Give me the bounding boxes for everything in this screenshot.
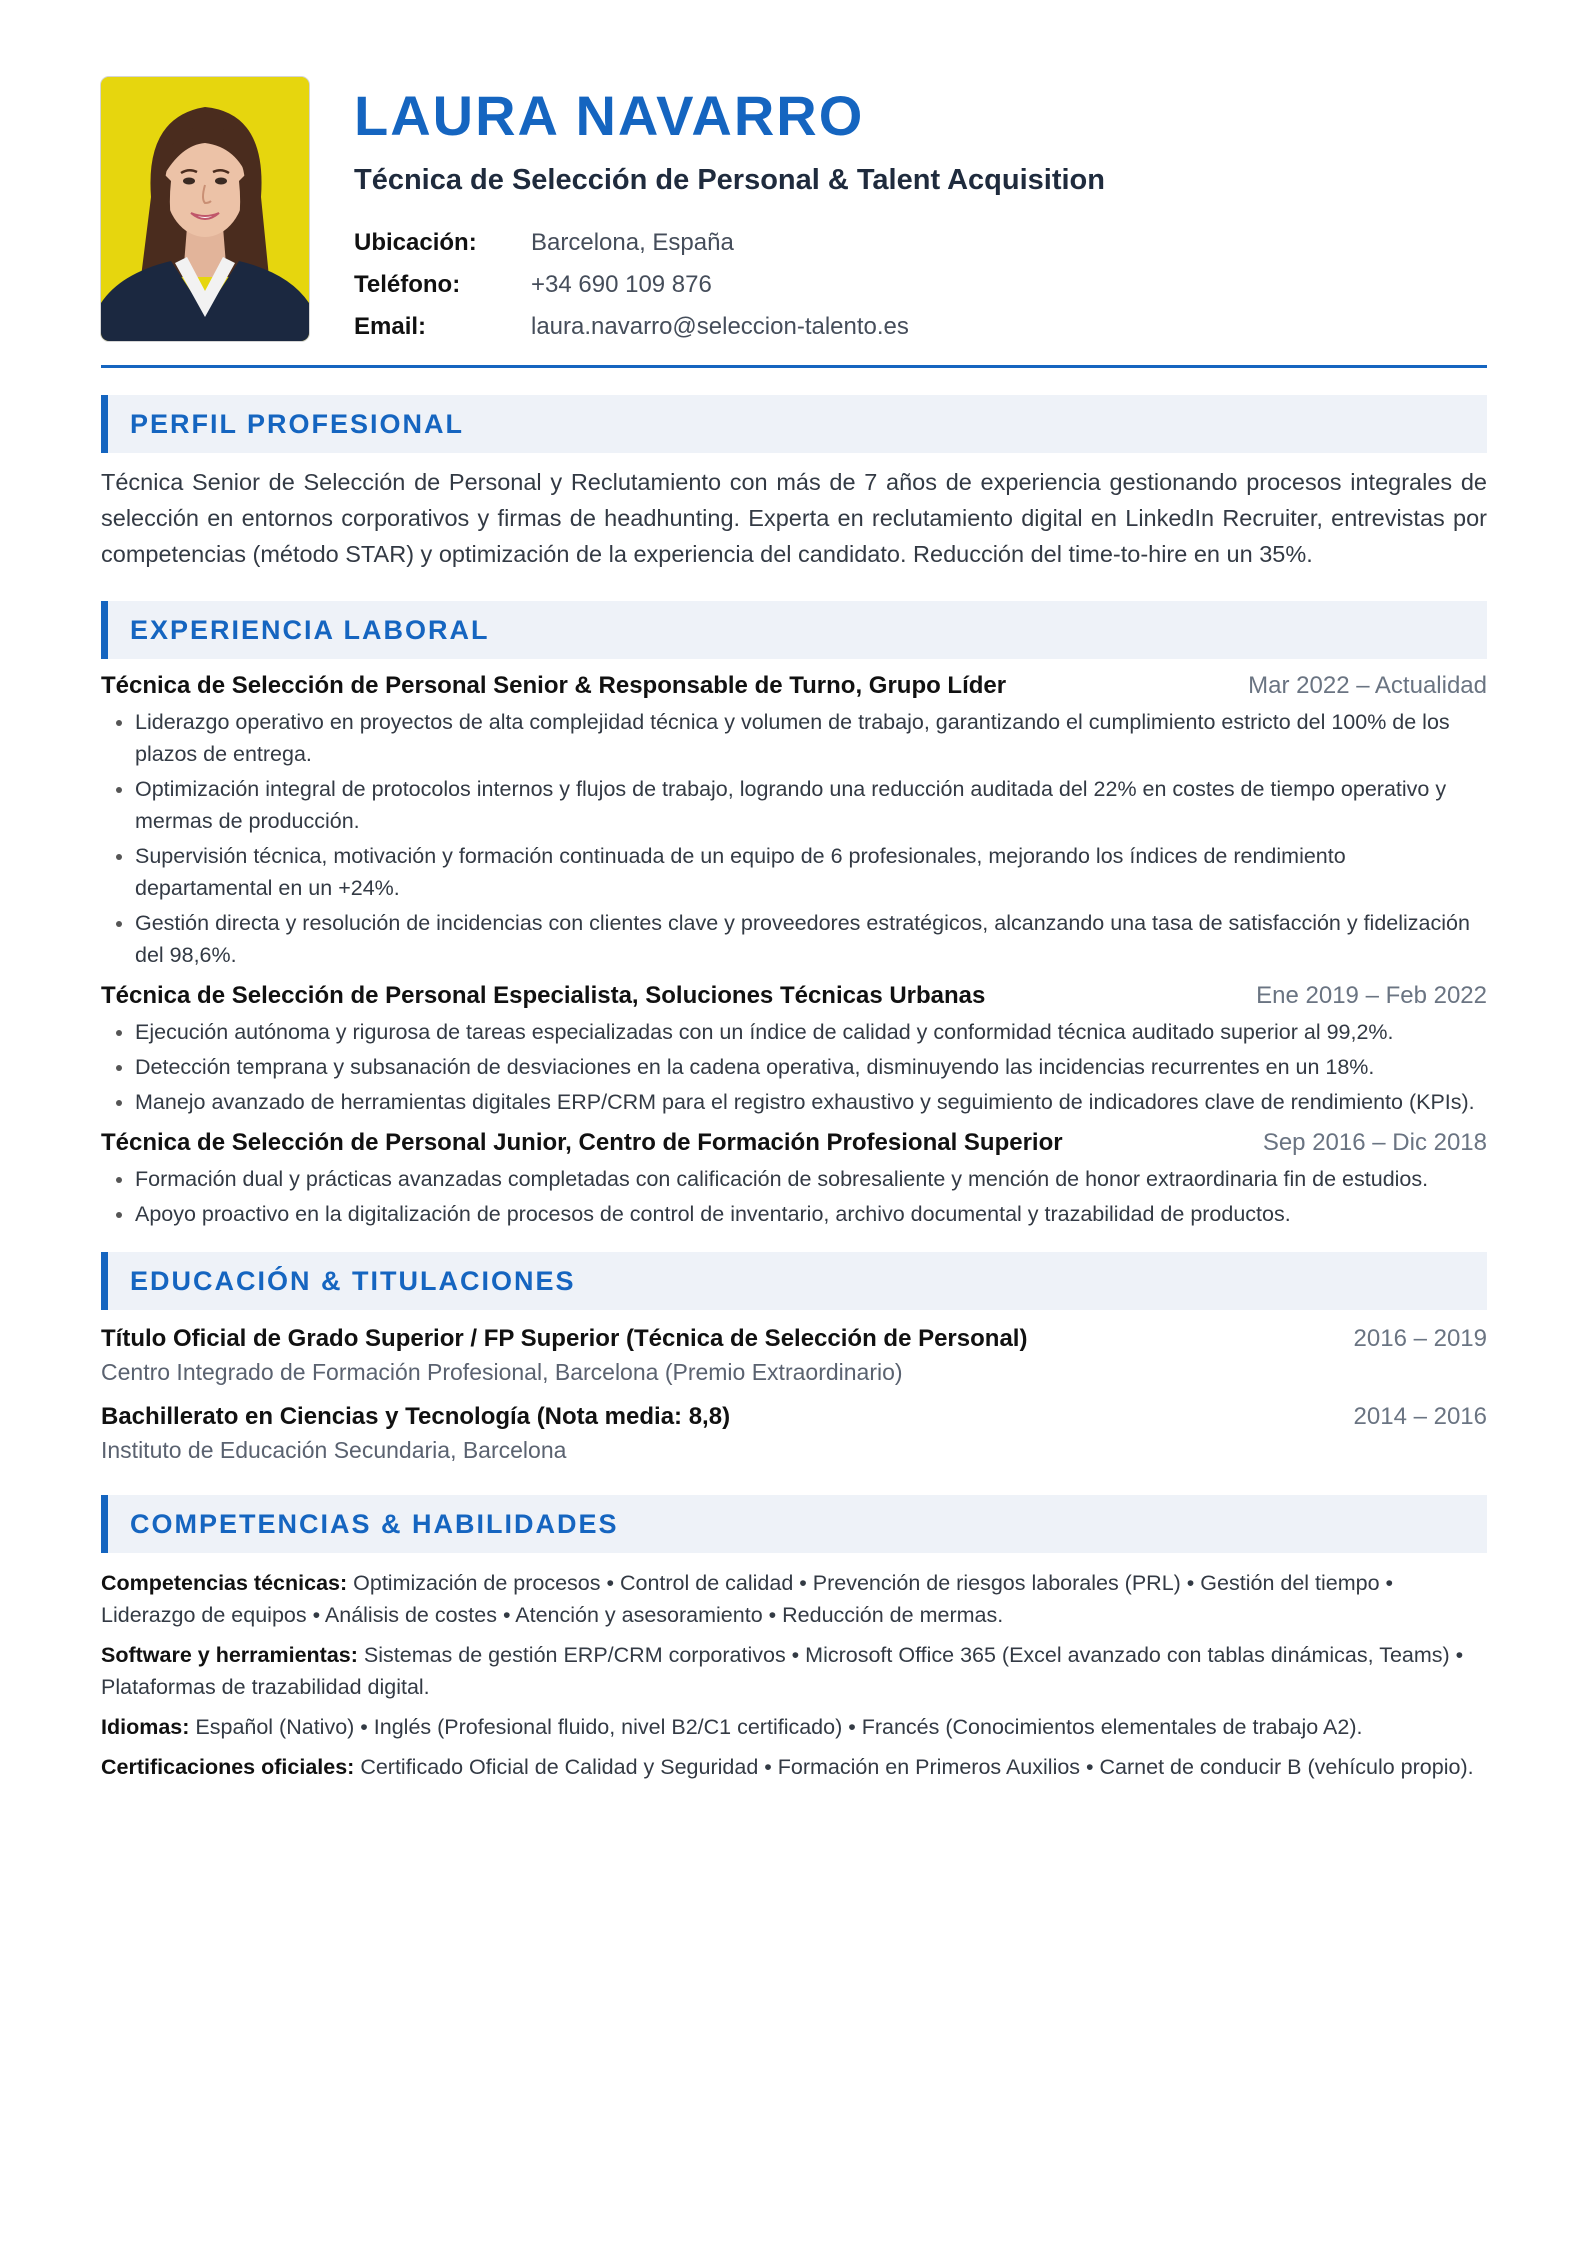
- job-entry: [101, 1127, 1487, 1230]
- job-header: [101, 1127, 1487, 1159]
- education-entry: [101, 1322, 1487, 1388]
- portrait-image: [101, 77, 309, 341]
- skill-value: Certificado Oficial de Calidad y Seguridad • Formación en Primeros Auxilios • Carnet de conducir B (vehículo propio).: [360, 1755, 1474, 1779]
- skill-value: Sistemas de gestión ERP/CRM corporativos • Microsoft Office 365 (Excel avanzado con tablas dinámicas, Teams) • Plataformas de trazabilidad digital.: [101, 1643, 1464, 1699]
- job-bullet: • Supervisión técnica, motivación y formación continuada de un equipo de 6 profesionales, mejorando los índices de rendimiento departamental en un +24%.: [135, 840, 1487, 904]
- job-header: [101, 670, 1487, 702]
- job-bullet: • Formación dual y prácticas avanzadas completadas con calificación de sobresaliente y mención de honor extraordinaria fin de estudios.: [135, 1163, 1487, 1195]
- skill-value: Español (Nativo) • Inglés (Profesional fluido, nivel B2/C1 certificado) • Francés (Conocimientos elementales de trabajo A2).: [195, 1715, 1363, 1739]
- profile-text: Técnica Senior de Selección de Personal y Reclutamiento con más de 7 años de experiencia gestionando procesos integrales de selección en entornos corporativos y firmas de headhunting. Experta en reclutamiento digital en LinkedIn Recruiter, entrevistas por competencias (método STAR) y optimización de la experiencia del candidato. Reducción del time-to-hire en un 35%.: [101, 469, 1487, 567]
- skill-label: Certificaciones oficiales:: [101, 1755, 355, 1779]
- contact-value: +34 690 109 876: [531, 271, 712, 298]
- degree-title: Título Oficial de Grado Superior / FP Superior (Técnica de Selección de Personal): [101, 1325, 1028, 1352]
- section-title-profile: PERFIL PROFESIONAL: [101, 395, 1487, 453]
- skill-label: Competencias técnicas:: [101, 1571, 348, 1595]
- job-bullet: • Gestión directa y resolución de incidencias con clientes clave y proveedores estratégicos, alcanzando una tasa de satisfacción y fidelización del 98,6%.: [135, 907, 1487, 971]
- skill-value: Optimización de procesos • Control de calidad • Prevención de riesgos laborales (PRL) • Gestión del tiempo • Liderazgo de equipos • Análisis de costes • Atención y asesoramiento • Reducción de mermas.: [101, 1571, 1394, 1627]
- institution: Centro Integrado de Formación Profesional, Barcelona (Premio Extraordinario): [101, 1359, 903, 1385]
- job-entry: [101, 670, 1487, 971]
- job-bullet: • Detección temprana y subsanación de desviaciones en la cadena operativa, disminuyendo las incidencias recurrentes en un 18%.: [135, 1051, 1487, 1083]
- education-entry: [101, 1400, 1487, 1466]
- job-date: Mar 2022 – Actualidad: [1248, 672, 1487, 699]
- skill-label: Software y herramientas:: [101, 1643, 358, 1667]
- section-title-education: EDUCACIÓN & TITULACIONES: [101, 1252, 1487, 1310]
- job-bullet: • Apoyo proactivo en la digitalización de procesos de control de inventario, archivo documental y trazabilidad de productos.: [135, 1198, 1487, 1230]
- section-title-experience: EXPERIENCIA LABORAL: [101, 601, 1487, 659]
- institution: Instituto de Educación Secundaria, Barcelona: [101, 1437, 567, 1463]
- email-link[interactable]: laura.navarro@seleccion-talento.es: [531, 313, 909, 340]
- resume-header: [101, 0, 1487, 368]
- contact-row-phone: [354, 264, 909, 306]
- degree-title: Bachillerato en Ciencias y Tecnología (Nota media: 8,8): [101, 1403, 731, 1430]
- job-bullet: • Liderazgo operativo en proyectos de alta complejidad técnica y volumen de trabajo, garantizando el cumplimiento estricto del 100% de los plazos de entrega.: [135, 706, 1487, 770]
- contact-info: [354, 222, 909, 348]
- job-entry: [101, 980, 1487, 1118]
- skill-label: Idiomas:: [101, 1715, 190, 1739]
- job-date: Ene 2019 – Feb 2022: [1256, 982, 1487, 1009]
- skill-item: [101, 1751, 1487, 1783]
- contact-label: Teléfono:: [354, 271, 461, 298]
- job-bullet: • Ejecución autónoma y rigurosa de tareas especializadas con un índice de calidad y conformidad técnica auditado superior al 99,2%.: [135, 1016, 1487, 1048]
- job-header: [101, 980, 1487, 1012]
- contact-label: Email:: [354, 313, 427, 340]
- contact-row-email: [354, 306, 909, 348]
- job-date: Sep 2016 – Dic 2018: [1262, 1129, 1487, 1156]
- education-header: [101, 1322, 1487, 1356]
- contact-label: Ubicación:: [354, 229, 477, 256]
- job-title: Técnica de Selección de Personal Senior & Responsable de Turno, Grupo Líder: [101, 672, 1007, 699]
- degree-date: 2016 – 2019: [1353, 1325, 1487, 1352]
- job-bullets: [101, 1163, 1487, 1230]
- skill-item: [101, 1639, 1487, 1703]
- job-bullets: [101, 706, 1487, 971]
- contact-row-location: [354, 222, 909, 264]
- skill-item: [101, 1711, 1487, 1743]
- job-bullets: [101, 1016, 1487, 1118]
- job-bullet: • Optimización integral de protocolos internos y flujos de trabajo, logrando una reducción auditada del 22% en costes de tiempo operativo y mermas de producción.: [135, 773, 1487, 837]
- section-title-skills: COMPETENCIAS & HABILIDADES: [101, 1495, 1487, 1553]
- contact-value: Barcelona, España: [531, 229, 734, 256]
- job-title: Técnica de Selección de Personal Junior, Centro de Formación Profesional Superior: [101, 1129, 1063, 1156]
- job-bullet: • Manejo avanzado de herramientas digitales ERP/CRM para el registro exhaustivo y seguimiento de indicadores clave de rendimiento (KPIs).: [135, 1086, 1487, 1118]
- profile-photo: [101, 77, 309, 341]
- degree-date: 2014 – 2016: [1353, 1403, 1487, 1430]
- candidate-role: Técnica de Selección de Personal & Talent Acquisition: [354, 164, 1105, 196]
- job-title: Técnica de Selección de Personal Especialista, Soluciones Técnicas Urbanas: [101, 982, 986, 1009]
- education-header: [101, 1400, 1487, 1434]
- candidate-name: LAURA NAVARRO: [354, 84, 865, 147]
- skill-item: [101, 1567, 1487, 1631]
- skills-list: [101, 1567, 1487, 1783]
